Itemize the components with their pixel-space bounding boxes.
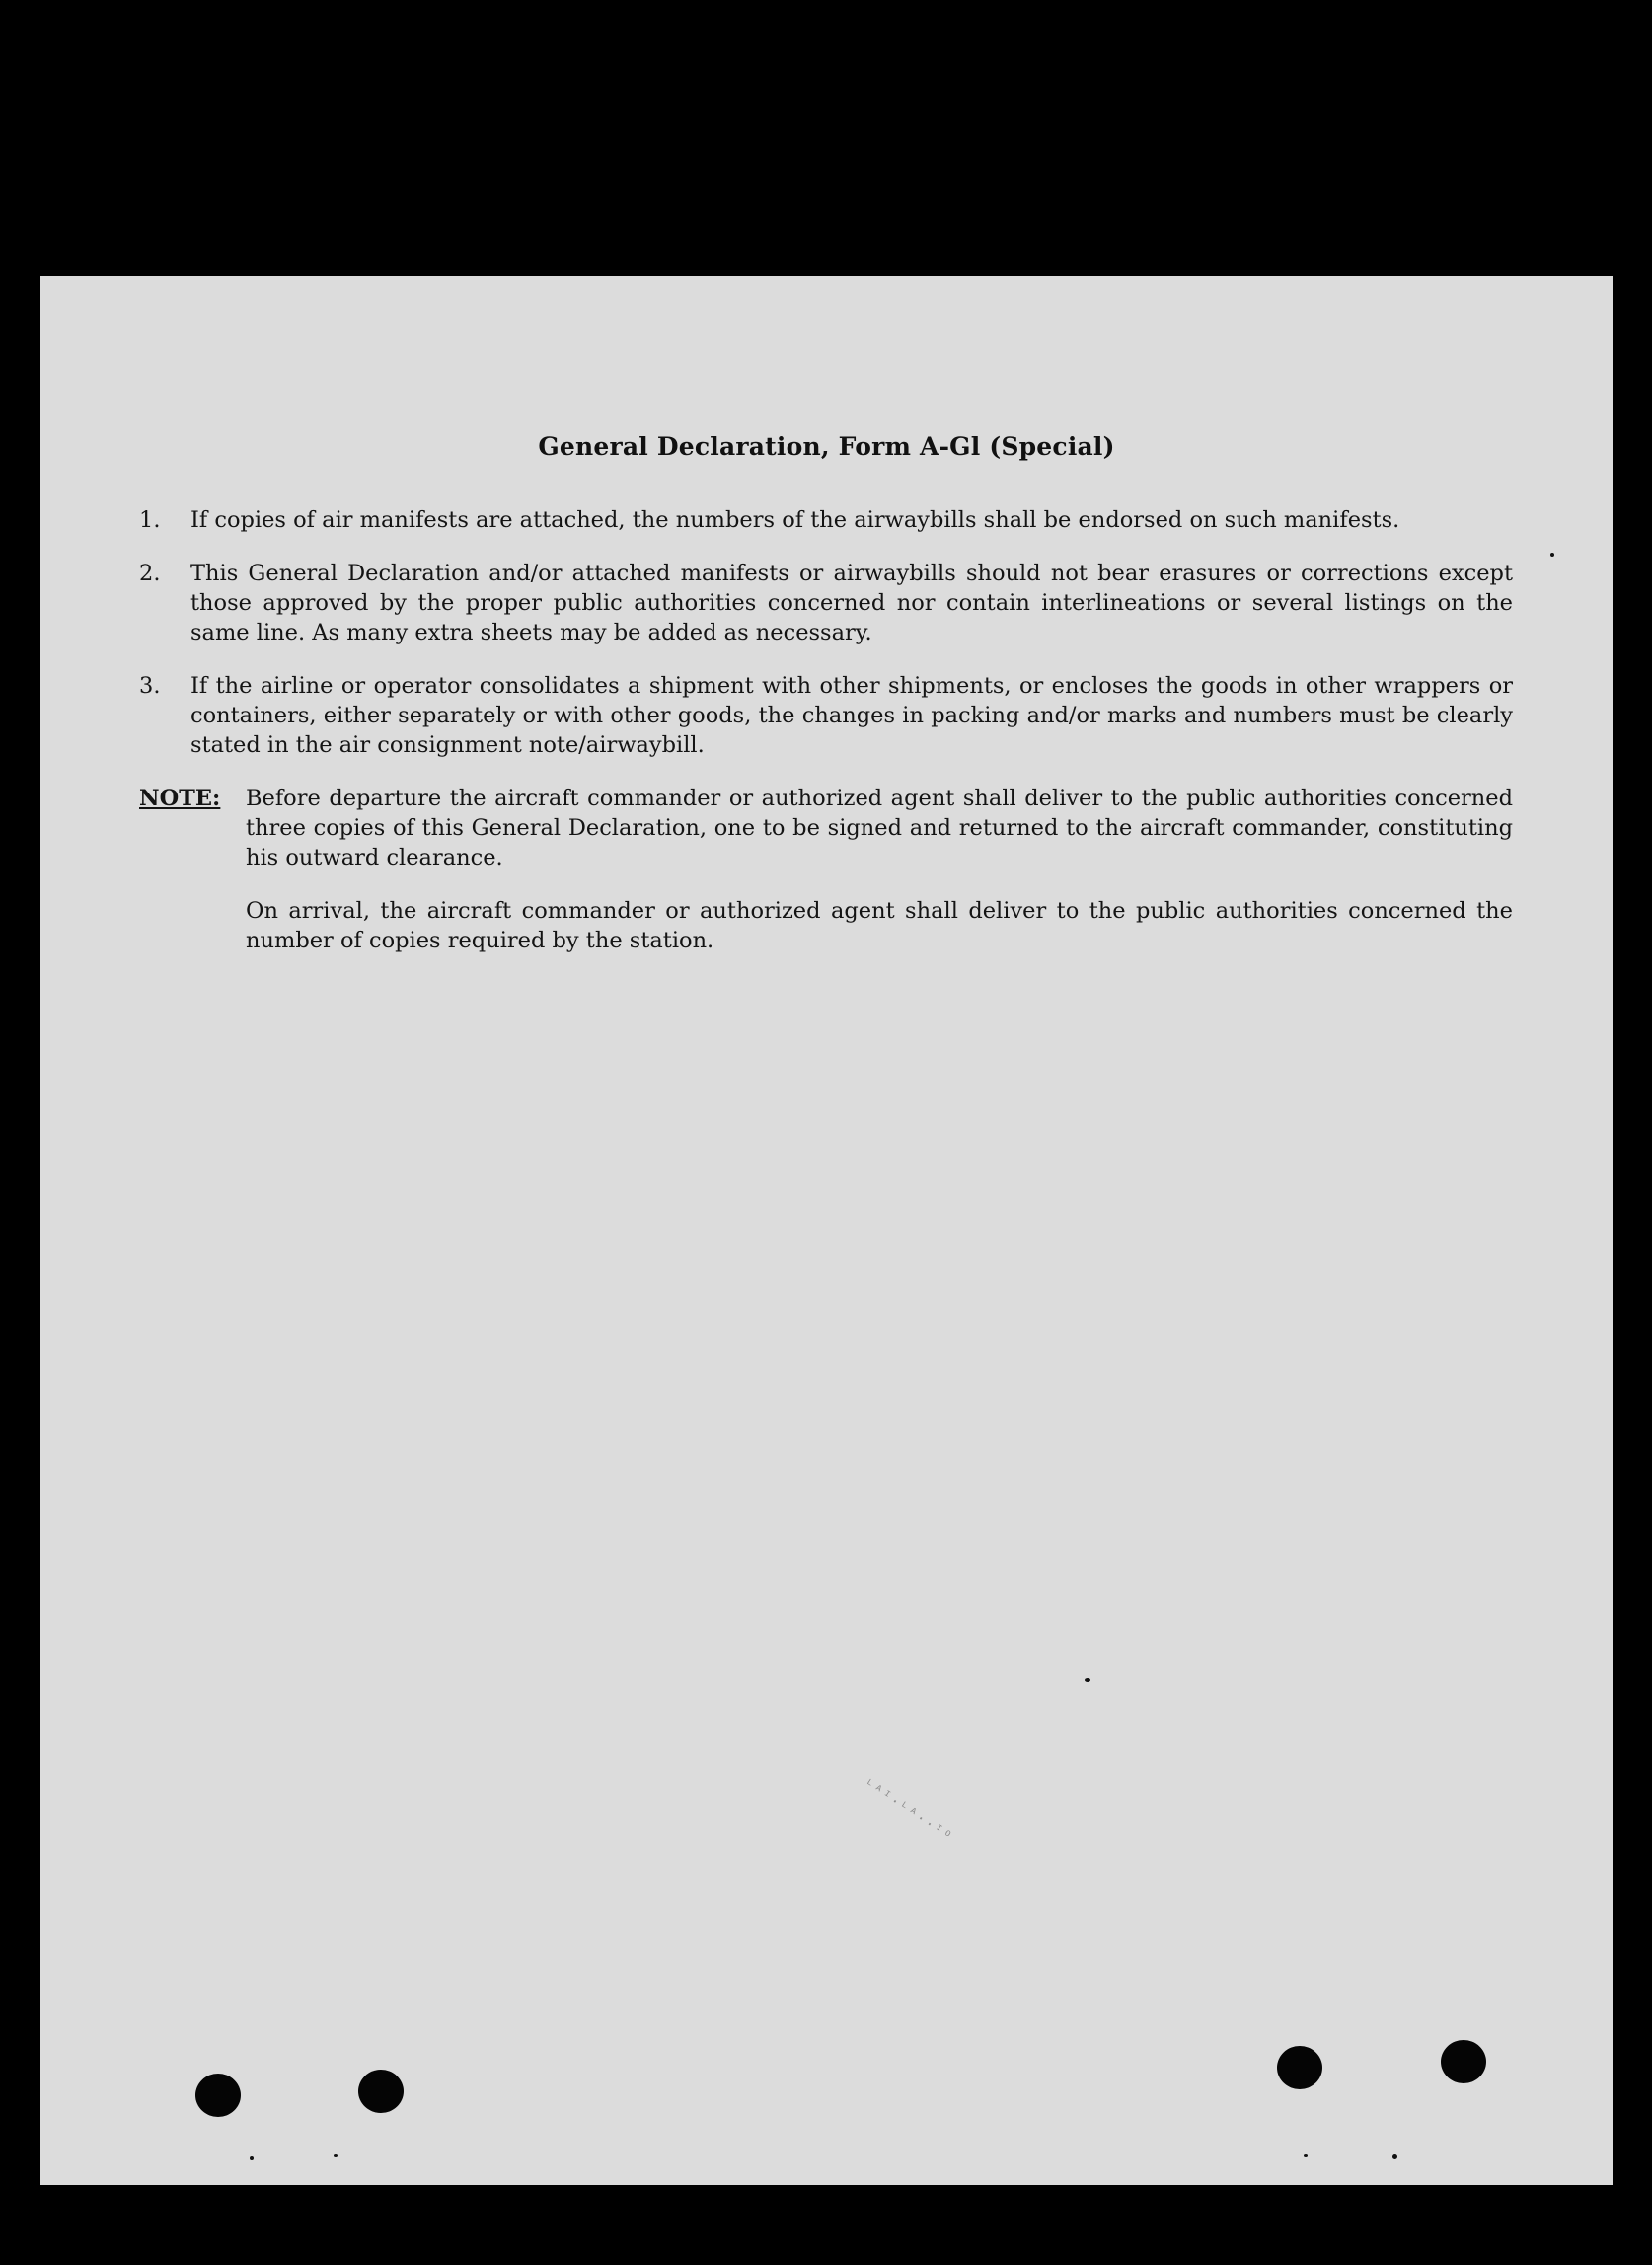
instructions-list (139, 505, 1513, 979)
item-number: 3. (139, 673, 161, 699)
item-number: 2. (139, 561, 161, 586)
dust-speck (250, 2156, 254, 2160)
dust-speck (1392, 2154, 1397, 2159)
dust-speck (1550, 553, 1554, 557)
list-item-1 (139, 505, 1513, 535)
note-section (139, 784, 1513, 979)
faint-stamp-mark: ᴸᴬᴵ·ᴸᴬ··ᴵᴼ (861, 1776, 956, 1847)
punch-hole-right-1 (1277, 2046, 1322, 2089)
punch-hole-left-1 (195, 2074, 241, 2117)
note-paragraph-departure: Before departure the aircraft commander or authorized agent shall deliver to the public authorities concerned three copies of this General Declaration, one to be signed and returned to the aircraft commander, constituting his outward clearance. (246, 786, 1513, 870)
note-label: NOTE: (139, 786, 221, 811)
dust-speck (334, 2154, 338, 2157)
note-body (246, 784, 1513, 979)
item-text: If copies of air manifests are attached, the numbers of the airwaybills shall be endorsed on such manifests. (190, 507, 1400, 533)
note-paragraph-arrival: On arrival, the aircraft commander or authorized agent shall deliver to the public authorities concerned the number of copies required by the station. (246, 898, 1513, 953)
item-text: This General Declaration and/or attached manifests or airwaybills should not bear erasures or corrections except those approved by the proper public authorities concerned nor contain interlineations or several listings on the same line. As many extra sheets may be added as necessary. (190, 561, 1513, 645)
page-title: General Declaration, Form A-Gl (Special) (538, 432, 1115, 461)
dust-speck (1304, 2154, 1308, 2157)
dust-speck (1085, 1678, 1090, 1682)
list-item-3 (139, 671, 1513, 760)
punch-hole-left-2 (358, 2070, 404, 2113)
item-text: If the airline or operator consolidates a shipment with other shipments, or encloses the goods in other wrappers or containers, either separately or with other goods, the changes in packing and/or marks and numbers must be clearly stated in the air consignment note/airwaybill. (190, 673, 1513, 758)
item-number: 1. (139, 507, 161, 533)
punch-hole-right-2 (1441, 2040, 1486, 2083)
list-item-2 (139, 559, 1513, 647)
document-page (40, 276, 1613, 2185)
